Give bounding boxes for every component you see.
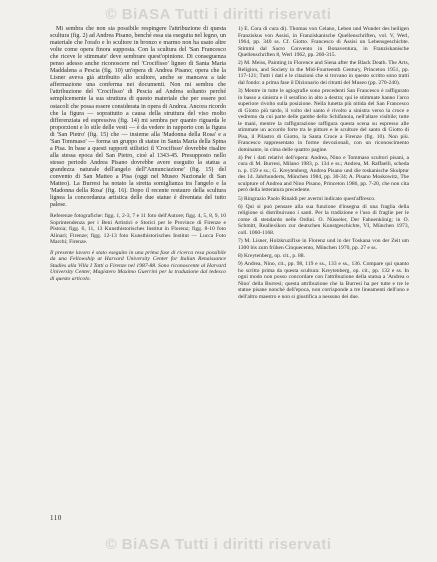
note-5: 5) Ringrazio Paolo Rinaldi per avermi indicato quest'affresco. (238, 195, 376, 202)
note-9: 9) Andrea, Nino, cit., pp. 98, 119 e ss., 133 e ss., 136. Compare qui quanto ho scritto prima da questa scultura: Kreytenberg, op. cit., pp. 132 e ss. In ogni modo non posso concordare con l'attribuzione della statua a 'Andrea o Nino' della Burresi; questa attribuzione che la Burresi ha per tutte e tre le statue pisane nonché dell'epoca, non corrisponde a tre lineamenti dell'uno e dell'altro maestro e non si giustifica a nessuno dei due. (238, 261, 409, 300)
note-7: 7) M. Lisner, Holzkruzifixe in Florenz und in der Toskana von der Zeit um 1300 bis zum frühen Cinquecento, München 1970, pp. 27 e ss. (238, 238, 409, 251)
note-8: 8) Kreytenberg, op. cit., p. 88. (238, 253, 305, 260)
note-3: 3) Mentre in tutte le agiografie sono precedenti San Francesco è raffigurato in basso a sinistra e il serafino in alto a destra; qui le stimmate hanno l'arco superiore rivolto sulla posizione. Nella lunetta più nitida del San Francesco di Giotto più tardo, il volto del santo è rivolto a sinistra verso la croce e vedremo da cui parte delle gambe dello Schifanoia, nell'altare visibile; tutte le mani, mentre la raffigurazione raffigura questa scena su espresso alle stimmate un accordo forte tra le pitture e le sculture del santo di Giotto di Pisa, il Pilastro di Giotto, la Santa Croce a Firenze (fig. 10). Non più. Francesco rappresentato in forme devozionali, con un riconoscimento dominante, in cima delle quattro pagine. (238, 88, 409, 153)
body-text: Mi sembra che non sia possibile respingere l'attribuzione di questa scultura (fig. 2) ad Andrea Pisano, benché essa sia eseguita nel legno, un materiale che l'orafo e lo scultore in bronzo e marmo non ha usato altre volte come opera finora supposta. Con la scultura del 'San Francesco che riceve le stimmate' deve sembrare quest'opinione. Di conseguenza penso adesso anche riconoscere nel 'Crocifisso' ligneo di Santa Maria Maddalena a Pescia (fig. 10) un'opera di Andrea Pisano; opera che la Lisner aveva già attribuito allo scultore, anche se mancava a tale affermazione una conferma nei documenti. Non mi sembra che l'attribuzione del 'Crocifisso' di Pescia ad Andrea soltanto perché semplicemente la sua struttura di questo materiale che per essere poi ostacoli che possa essere considerata in opera di Andrea. Ancora ricordo che la figura — soprattutto a causa della struttura del viso molto differenziata ed espressiva (fig. 14) mi sembra per quanto riguarda le proporzioni e lo stile delle vesti — è da vedere in rapporto con la figura di 'San Pietro' (fig. 15) che — insieme alla 'Madonna della Rosa' e a 'San Tommaso' — forma un gruppo di statue in Santa Maria della Spina a Pisa. In base a questi rapporti stilistici il 'Crocifisso' dovrebbe risalire alla stessa epoca del San Pietro, cioè al 1343-45. Presupposto nello stesso periodo Andrea Pisano dovrebbe avere eseguito la statua a grandezza naturale dell'angelo dell''Annunciazione' (fig. 15) del convento di San Matteo a Pisa (oggi nel Museo Nazionale di San Matteo). La Burresi ha notato la stretta somiglianza tra l'angelo e la 'Madonna della Rosa' (fig. 16). Dopo il recente restauro della scultura lignea la concordanza artistica delle due statue è diventata del tutto palese. (50, 26, 226, 209)
note-6: 6) Qui si può pensare alla sua funzione d'insegna di una fraglia della religione si distribuivano i santi. Per la tradizione e l'uso di fraglie per le come di stendardo nelle Ordini. O. Nüsseler, Der Fahnenkönig; in O. Schmitt, Reallexikon zur deutschen Kunstgeschichte, VI, München 1973, coll. 1060-1168. (238, 203, 409, 236)
acknowledgement-note: Il presente lavoro è stato eseguito in una prima fase di ricerca resa possibile da una Fellowship at Harvard University Center for Italian Renaissance Studies alla Villa I Tatti a Firenze nel 1987-88. Sono riconoscente al Harvard University Center, Magistero Maximo Guerrini per la traduzione dal tedesco di questo articolo. (50, 249, 226, 282)
note-1: 1) E. Cora di cura di). Thomas von Celano, Leben und Wunder des heiligen Franziskus von Assisi, in Franziskanische Quellenschriften, vol. V, Werl, 1964, pp. 340 ss. Cf. Giotto. Francesco di Assisi un Lebensgeschichte. Stimmi dal Sacro Convento in Bonaventura, in Franziskanische Quellenschriften 8, Werl 1962, pp. 260-315. (238, 26, 409, 58)
watermark-bottom: © BiASA Tutti i diritti riservati (105, 536, 332, 553)
note-2: 2) M. Meiss, Painting in Florence and Siena after the Black Death. The Arts, Religion, and Society in the Mid-Fourteenth Century, Princeton 1951, pp. 117-121; Tutti i dati e le citazioni che si trovano in questo scritto sono tratti dal fondo: a prima fase il Dizionario dei ritratti del Museo (pp. 270-240). (238, 60, 409, 86)
page-number: 110 (50, 514, 62, 522)
note-4: 4) Per i dati relativi dell'opera: Andrea, Nino e Tommaso scultori pisani, a cura di M. Burresi, Milano 1983, p. 134 e ss.; Andrea, M. Raffaelli, scheda n. p. 159 e ss.; G. Kreytenberg, Andrea Pisano und die toskanische Skulptur des 14. Jahrhunderts, München 1984, pp. 30-34; A. Pisano Moskowitz, The sculpture of Andrea and Nino Pisano, Princeton 1986, pp. 7-20, che non cita però della letteratura precedente. (238, 154, 409, 194)
right-column-notes (233, 26, 409, 302)
watermark-top: © BiASA Tutti i diritti riservati (105, 6, 332, 23)
left-column (50, 26, 226, 284)
photo-credits: Referenze fotografiche: figg. 1, 2-3, 7 e 11 foto dell'Autore; figg. 4, 5, 8, 9, 10 Soprintendenza per i Beni Artistici e Storici per le Province di Firenze e Pistoia; figg. 6, 11, 13 Kunsthistorisches Institut in Florenz; figg. 8-10 foto Alinari; Firenze; figg. 12-13 foto Kunsthistorisches Institut — Lucca Foto Marchi; Firenze. (50, 213, 226, 246)
